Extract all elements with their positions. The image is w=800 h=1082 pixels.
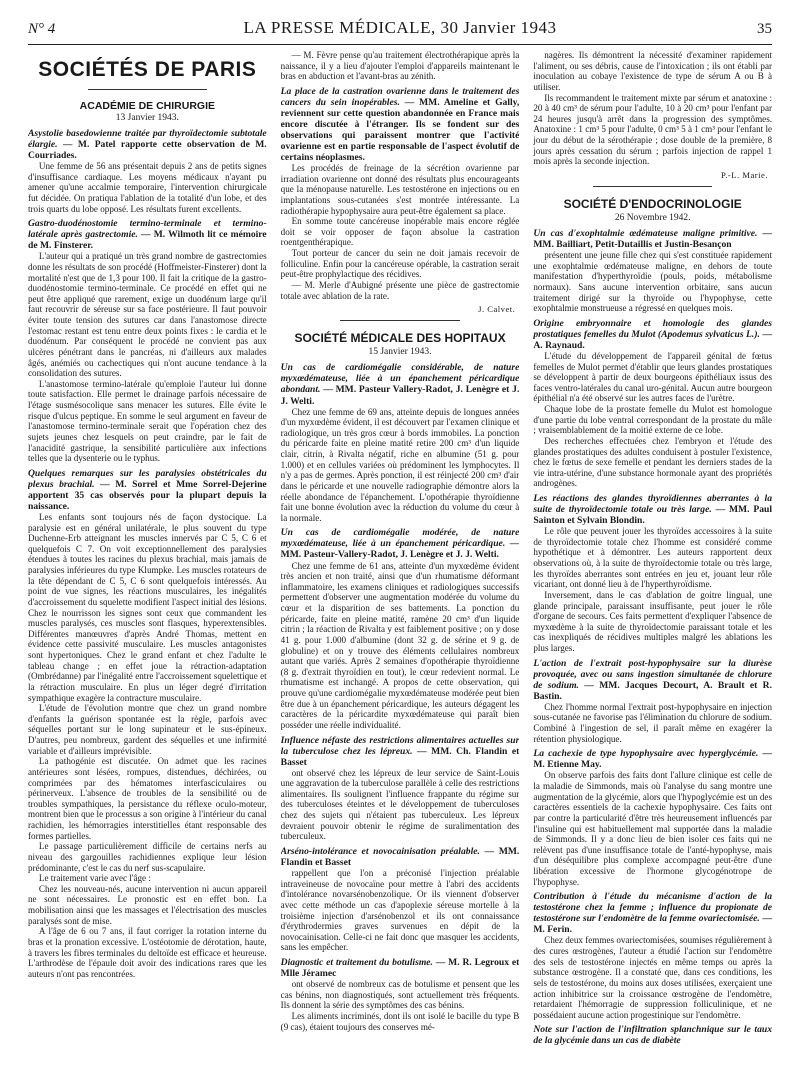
journal-title: LA PRESSE MÉDICALE, 30 Janvier 1943 [243, 18, 557, 37]
paragraph: Une femme de 56 ans présentait depuis 2 ans de petits signes d'insuffisance cardiaque. Les moyens médicaux n'ayant pu amener qu'une accalmie temporaire, l'intervention chirurgicale fut décidée. On pratiqua l'ablation de la totalité d'un lobe, et des trois quarts du lobe opposé. Les résultats furent excellents. [28, 161, 267, 214]
article-title: Note sur l'action de l'infiltration splanchnique sur le taux de la glycémie dans un cas de diabète [533, 1024, 773, 1047]
paragraph: Chez l'homme normal l'extrait post-hypophysaire en injection sous-cutanée ne favorise pas l'élimination du chlorure de sodium. Combiné à l'ingestion de sel, il paraît même en exagérer la rétention physiologique. [533, 701, 773, 744]
paragraph: nagères. Ils démontrent la nécessité d'examiner rapidement l'aliment, ou ses débris, cause de l'intoxication ; ils ont établi par inoculation au cobaye l'existence de type de sérum A ou B à utiliser. [533, 50, 773, 92]
article-title: Les réactions des glandes thyroïdiennes aberrantes à la suite de thyroïdectomie totale ou très large. — MM. Paul Sainton et Sylvain Blondin. [533, 493, 773, 527]
session-date: 26 Novembre 1942. [614, 212, 691, 223]
paragraph: présentent une jeune fille chez qui s'est constituée rapidement une exophtalmie œdémateuse maligne, en dehors de toute manifestation d'hyperthyroïdie (pouls, poids, métabolisme normaux). Sans aucune intervention orbitaire, sans aucun traitement dirigé sur la thyroïde ou l'hypophyse, cette exophtalmie monstrueuse a régressé en quelques mois. [533, 250, 773, 314]
section-divider [593, 186, 712, 187]
page-columns [28, 50, 772, 1070]
paragraph: Le passage particulièrement difficile de certains nerfs au niveau des gargouilles rachidiennes explique leur lésion prédominante, c'est le cas du nerf sus-scapulaire. [28, 841, 267, 873]
society-name: ACADÉMIE DE CHIRURGIE [79, 99, 215, 112]
paragraph: Inversement, dans le cas d'ablation de goitre lingual, une glande principale, paraissant insuffisante, peut jouer le rôle d'organe de secours. Ces faits permettent d'expliquer l'absence de myxœdème à la suite de thyroïdectomie paraissant totale et les cas inexpliqués de récidives multiples malgré les ablations les plus larges. [533, 589, 773, 654]
column-middle [281, 50, 520, 1070]
paragraph: Chez une femme de 61 ans, atteinte d'un myxœdème évident très ancien et non traité, ainsi que d'un rhumatisme déformant inflammatoire, les examens cliniques et radiologiques successifs permettent d'observer une augmentation modérée du volume du cœur et la disparition de ses battements. La ponction du péricarde, faite en pleine matité, ramène 20 cm³ d'un liquide citrin ; la réaction de Rivalta y est faiblement positive ; on y dose 41 g. pour 1.000 d'albumine (dont 32 g. de sérine et 9 g. de globuline) et on y trouve des éléments cellulaires nombreux autant que variés. Après 2 semaines d'opothérapie thyroïdienne (8 g. d'extrait thyroïdien en tout), le cœur redevient normal. Le rhumatisme est inchangé. A propos de cette observation, qui prouve qu'une cardiomégalie myxœdémateuse modérée peut bien être due à un épanchement péricardique, les auteurs dégagent les caractères de la péricardite myxœdémateuse qui paraît bien posséder une réelle individualité. [280, 560, 520, 730]
paragraph: Des recherches effectuées chez l'embryon et l'étude des glandes prostatiques des adultes conduisent à postuler l'existence, chez le fœtus de sexe femelle et pendant les derniers stades de la vie intra-utérine, d'une substance hormonale ayant des propriétés androgènes. [533, 435, 773, 489]
paragraph: L'étude de l'évolution montre que chez un grand nombre d'enfants la guérison spontanée est la règle, parfois avec séquelles portant sur le long supinateur et le sus-épineux. D'autres, peu nombreux, gardent des séquelles et une infirmité variable et d'ailleurs imprévisible. [28, 703, 267, 756]
paragraph: L'anastomose termino-latérale qu'emploie l'auteur lui donne toute satisfaction. Elle permet le drainage parfois nécessaire de l'étage susmésocolique sans menacer les sutures. Elle évite le risque d'ulcus peptique. En somme le seul argument en faveur de l'anastomose termino-terminale serait que l'opération chez des sujets jeunes chez lesquels on peut craindre, par le fait de l'anacidité gastrique, la sensibilité particulière aux infections telles que la dysenterie ou le typhus. [28, 378, 267, 464]
session-date: 13 Janvier 1943. [115, 112, 179, 123]
paragraph: ont observé chez les lépreux de leur service de Saint-Louis une aggravation de la tuberculose parallèle à celle des restrictions alimentaires. Ils soulignent l'influence frappante du régime sur des tuberculoses éteintes et le développement de tuberculoses chez des sujets qui n'étaient pas tuberculeux. Les lépreux devraient pouvoir obtenir le régime de suralimentation des tuberculeux. [280, 767, 520, 842]
article-title: La cachexie de type hypophysaire avec hyperglycémie. — M. Etienne May. [533, 748, 773, 771]
paragraph: Chez une femme de 69 ans, atteinte depuis de longues années d'un myxœdème évident, il est découvert par l'examen clinique et radiologique, un très gros cœur à bords immobiles. La ponction du péricarde faite en pleine matité retire 200 cm³ d'un liquide clair, citrin, à Rivalta négatif, riche en albumine (51 g. pour 1.000) et en cellules variées où prédominent les lymphocytes. Il n'y a pas de germes. Après ponction, il est réinjecté 200 cm³ d'air dans le péricarde et une nouvelle radiographie démontre alors la réelle abondance de l'épanchement. L'opothérapie thyroïdienne fait une bonne évolution avec la réduction du volume du cœur à la normale. [280, 406, 520, 523]
article-title: Arséno-intolérance et novocainisation préalable. — MM. Flandin et Basset [280, 845, 520, 868]
section-title: SOCIÉTÉS DE PARIS [38, 58, 257, 81]
paragraph: — M. Merle d'Aubigné présente une pièce de gastrectomie totale avec ablation de la rate. [280, 279, 520, 301]
paragraph: On observe parfois des faits dont l'allure clinique est celle de la maladie de Simmonds, mais où l'analyse du sang montre une augmentation de la glycémie, alors que l'hypoglycémie est un des caractères essentiels de la cachexie hypophysaire. Ces faits ont par contre la particularité d'être très heureusement influencés par l'insuline qui est habituellement mal supportée dans la maladie de Simmonds. Il y a donc lieu de bien isoler ces faits qui ne relèvent pas d'une insuffisance totale de l'anté-hypophyse, mais d'un déséquilibre plus complexe accompagné peut-être d'une libération excessive de l'hormone glycogénotrope de l'hypophyse. [533, 770, 773, 887]
paragraph: Les enfants sont toujours nés de façon dystocique. La paralysie est en général unilatérale, le plus souvent du type Duchenne-Erb atteignant les muscles innervés par C 5, C 6 et quelquefois C 7. On voit exceptionnellement des paralysies étendues à toutes les racines du plexus brachial, mais jamais de paralysies inférieures du type Klumpke. Les muscles rotateurs de la tête dépendant de C 5, C 6 sont quelquefois intéressés. Au point de vue signes, les réactions musculaires, les inégalités d'accroissement du squelette modifient l'aspect initial des lésions. Chez le nourrisson les signes sont ceux que commandent les muscles paralysés, ces muscles sont flasques, hyperextensibles. Différentes manœuvres d'après André Thomas, mettent en évidence cette passivité musculaire. Les muscles antagonistes sont hypertoniques. Chez le grand enfant et chez l'adulte le tableau change ; en effet joue la rétraction-adaptation (Ombrédanne) par l'inégalité entre l'accroissement squelettique et la rétraction musculaire. En plus un léger degré d'irritation sympathique exagère la contracture musculaire. [28, 511, 267, 703]
paragraph: Chez les nouveau-nés, aucune intervention ni aucun appareil ne sont nécessaires. Le pronostic est en effet bon. La mobilisation ainsi que les massages et l'électrisation des muscles paralysés sont de mise. [28, 883, 267, 926]
article-title: La place de la castration ovarienne dans le traitement des cancers du sein inopérables. — MM. Ameline et Gally, reviennent sur cette question abandonnée en France mais encore discutée à l'étranger. Ils se fondent sur des observations qui paraissent montrer que l'activité ovarienne est en partie responsable de l'aspect évolutif de certains néoplasmes. [280, 85, 520, 164]
paragraph: L'auteur qui a pratiqué un très grand nombre de gastrectomies donne les résultats de son procédé (Hoffmeister-Finsterer) dont la mortalité n'est que de 1,3 pour 100. Il fait la critique de la gastro-duodénostomie termino-terminale. Ce procédé en effet qui ne peut être appliqué que rarement, exige un duodénum large qu'il faut recouvrir de séreuse sur sa face postérieure. Il faut pouvoir éviter toute tension des sutures car dans l'anastomose directe l'estomac restant est tenu entre deux points fixes : le cardia et le duodénum. Par conséquent le procédé ne convient pas aux ulcères pénétrant dans le pancréas, ni d'ailleurs aux malades âgés, anémiés ou cachectiques qui n'ont aucune tendance à la consolidation des sutures. [28, 251, 267, 379]
society-name: SOCIÉTÉ D'ENDOCRINOLOGIE [563, 196, 742, 211]
paragraph: A l'âge de 6 ou 7 ans, il faut corriger la rotation interne du bras et la pronation excessive. L'ostéotomie de dérotation, haute, à travers les fibres terminales du deltoïde est efficace et heureuse. L'arthrodèse de l'épaule doit avoir des indications rares que les auteurs n'ont pas rencontrées. [28, 926, 267, 979]
paragraph: L'étude du développement de l'appareil génital de fœtus femelles de Mulot permet d'établir que leurs glandes prostatiques se développent à partir de deux bourgeons épithéliaux issus des faces ventro-latérales du canal uro-génital. Aucun autre bourgeon épithélial n'a été observé sur les autres faces de l'urètre. [533, 350, 773, 404]
paragraph: Les aliments incriminés, dont ils ont isolé le bacille du type B (9 cas), étaient toujours des conserves mé- [280, 1010, 520, 1032]
title-divider [88, 89, 207, 90]
paragraph: — M. Fèvre pense qu'au traitement électrothérapique après la naissance, il y a lieu d'ajouter l'emploi d'appareils maintenant le bras en abduction et l'avant-bras au zénith. [280, 50, 520, 82]
signature: J. Calvet. [478, 304, 516, 315]
article-title: Asystolie basedowienne traitée par thyroïdectomie subtotale élargie. — M. Patel rapporte cette observation de M. Courriades. [28, 127, 267, 162]
article-title: Origine embryonnaire et homologie des glandes prostatiques femelles du Mulot (Apodemus sylvaticus L.). — A. Raynaud. [533, 317, 773, 351]
article-title: Influence néfaste des restrictions alimentaires actuelles sur la tuberculose chez les lépreux. — MM. Ch. Flandin et Basset [280, 734, 520, 768]
article-title: Un cas de cardiomégalie considérable, de nature myxœdémateuse, liée à un épanchement péricardique abondant. — MM. Pasteur Vallery-Radot, J. Lenègre et J. J. Welti. [280, 362, 520, 407]
article-title: Contribution à l'étude du mécanisme d'action de la testostérone chez la femme ; influence du propionate de testostérone sur l'endomètre de la femme ovariectomisée. — M. Ferin. [533, 891, 773, 936]
paragraph: Ils recommandent le traitement mixte par sérum et anatoxine : 20 à 40 cm³ de sérum pour l'adulte, 10 à 20 cm³ pour l'enfant par 24 heures jusqu'à arrêt dans la progression des symptômes. Anatoxine : 1 cm³ 5 pour l'adulte, 0 cm³ 5 à 1 cm³ pour l'enfant le jour du début de la sérothérapie ; dose double de la première, 8 jours après cessation du sérum ; parfois injection de rappel 1 mois après la seconde injection. [533, 92, 773, 167]
page-number: 35 [757, 21, 772, 37]
paragraph: La pathogénie est discutée. On admet que les racines antérieures sont lésées, rompues, distendues, déchirées, ou comprimées par des hématomes interfasciculaires ou périnerveux. L'absence de troubles de la sensibilité ou de troubles sympathiques, la persistance du réflexe oculo-moteur, montrent bien que le processus a son origine à l'intérieur du canal rachidien, les hémorragies interstitielles étant responsable des formes partielles. [28, 756, 267, 841]
signature: P.-L. Marie. [720, 169, 769, 180]
paragraph: Le traitement varie avec l'âge : [38, 873, 151, 884]
paragraph: Le rôle que peuvent jouer les thyroïdes accessoires à la suite de thyroïdectomie totale chez l'homme est considéré comme hypothétique et à démontrer. Les auteurs rapportent deux observations où, à la suite de thyroïdectomie totale ou très large, les thyroïdes aberrantes sont entrées en jeu et, jouant leur rôle vicariant, ont donné lieu à de l'hyperthyroïdisme. [533, 526, 773, 590]
article-title: Quelques remarques sur les paralysies obstétricales du plexus brachial. — M. Sorrel et Mme Sorrel-Dejerine apportent 35 cas observés pour la plupart depuis la naissance. [28, 467, 267, 512]
paragraph: rappellent que l'on a préconisé l'injection préalable intraveineuse de novocaïne pour mettre à l'abri des accidents d'intolérance novarsénobenzolique. Or ils viennent d'observer avec cette méthode un cas d'apoplexie séreuse mortelle à la troisième injection d'arsénobenzol et ils ont connaissance d'érythrodermies graves survenues en dépit de la novocainisation. Celle-ci ne fait donc que masquer les accidents, sans les empêcher. [280, 868, 520, 953]
session-date: 15 Janvier 1943. [368, 347, 432, 358]
article-title: L'action de l'extrait post-hypophysaire sur la diurèse provoquée, avec ou sans ingestion simultanée de chlorure de sodium. — MM. Jacques Decourt, A. Brault et R. Bastin. [533, 657, 773, 702]
issue-number: N° 4 [28, 21, 56, 37]
paragraph: Chaque lobe de la prostate femelle du Mulot est homologue d'une partie du lobe ventral correspondant de la prostate du mâle ; vraisemblablement de la moitié externe de ce lobe. [533, 404, 773, 436]
paragraph: En somme toute cancéreuse inopérable mais encore réglée doit se voir opposer de façon absolue la castration roentgenthérapique. [280, 216, 520, 248]
article-title: Un cas de cardiomégalie modérée, de nature myxœdémateuse, liée à un épanchement péricardique. — MM. Pasteur-Vallery-Radot, J. Lenègre et J. J. Welti. [280, 527, 520, 561]
paragraph: ont observé de nombreux cas de botulisme et pensent que les cas bénins, non diagnostiqués, sont actuellement très fréquents. Ils donnent la série des symptômes des cas bénins. [280, 979, 520, 1011]
paragraph: Tout porteur de cancer du sein ne doit jamais recevoir de folliculine. Enfin pour la cancéreuse opérable, la castration serait peut-être prophylactique des récidives. [280, 248, 520, 280]
paragraph: Chez deux femmes ovariectomisées, soumises régulièrement à des cures œstrogènes, l'auteur a étudié l'action sur l'endomètre des sels de testostérone injectés en même temps ou après la substance œstrogène. Il a constaté que, dans ces conditions, les sels de testostérone, du moins aux doses utilisées, exerçaient une action inhibitrice sur la croissance œstrogène de l'endomètre, retardaient l'hémorragie de suppression folliculinique, et ne possédaient aucune action progestinique sur l'endomètre. [533, 935, 773, 1020]
column-left [28, 50, 267, 1070]
section-divider [340, 320, 459, 321]
paragraph: Les procédés de freinage de la sécrétion ovarienne par irradiation ovarienne ont donné des résultats plus encourageants que la ménopause naturelle. Les testostérone en injections ou en implantations sous-cutanées s'est montrée intéressante. La radiothérapie hypophysaire aura peut-être également sa place. [280, 163, 520, 216]
article-title: Un cas d'exophtalmie œdémateuse maligne primitive. — MM. Bailliart, Petit-Dutaillis et Justin-Besançon [533, 228, 772, 251]
article-title: Diagnostic et traitement du botulisme. — M. R. Legroux et Mlle Jéramec [280, 957, 520, 980]
column-right [533, 50, 772, 1070]
page-header [28, 18, 772, 45]
society-name: SOCIÉTÉ MÉDICALE DES HOPITAUX [294, 331, 506, 346]
article-title: Gastro-duodénostomie termino-terminale et termino-latérale après gastrectomie. — M. Wilmoth lit ce mémoire de M. Finsterer. [28, 218, 267, 252]
